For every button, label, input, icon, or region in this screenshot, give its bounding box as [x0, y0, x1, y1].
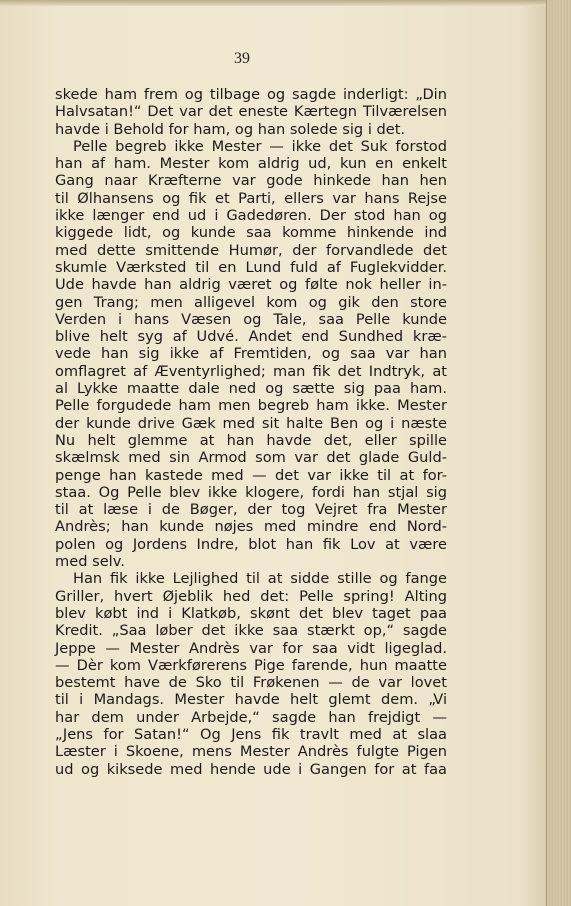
text-line: skumle Værksted til en Lund fuld af Fuglekvidder. [55, 258, 447, 276]
text-line: der kunde drive Gæk med sit halte Ben og i næste [55, 414, 447, 432]
page-edges [546, 0, 571, 906]
text-line: staa. Og Pelle blev ikke klogere, fordi han stjal sig [55, 483, 447, 501]
text-line: kiggede lidt, og kunde saa komme hinkende ind [55, 224, 447, 242]
text-line: blive helt syg af Udvé. Andet end Sundhed kræ- [55, 328, 447, 346]
text-line: Pelle begreb ikke Mester — ikke det Suk forstod [73, 137, 447, 155]
text-line: Halvsatan!“ Det var det eneste Kærtegn Tilværelsen [55, 103, 447, 121]
text-line: til at læse i de Bøger, der tog Vejret fra Mester [55, 501, 447, 519]
text-line: Ude havde han aldrig været og følte nok heller in- [55, 276, 447, 294]
text-line: Kredit. „Saa løber det ikke saa stærkt op,“ sagde [55, 622, 447, 640]
text-line: Han fik ikke Lejlighed til at sidde stille og fange [73, 570, 447, 588]
text-line: Verden i hans Væsen og Tale, saa Pelle kunde [55, 310, 447, 328]
text-line: til Ølhansens og fik et Parti, ellers var hans Rejse [55, 189, 447, 207]
text-line: omflagret af Æventyrlighed; man fik det Indtryk, at [55, 362, 447, 380]
body-text [55, 86, 447, 778]
text-line: havde i Behold for ham, og han solede sig i det. [55, 120, 406, 138]
text-line: ikke længer end ud i Gadedøren. Der stod han og [55, 207, 447, 225]
text-line: „Jens for Satan!“ Og Jens fik travlt med at slaa [55, 725, 447, 743]
text-line: med selv. [55, 553, 125, 571]
text-line: bestemt have de Sko til Frøkenen — de var lovet [55, 674, 447, 692]
text-line: gen Trang; men alligevel kom og gik den store [55, 293, 447, 311]
text-line: skælmsk med sin Armod som var det glade Guld- [55, 449, 447, 467]
page-top-edge [0, 0, 571, 6]
text-line: Gang naar Kræfterne var gode hinkede han hen [55, 172, 447, 190]
text-line: han af ham. Mester kom aldrig ud, kun en enkelt [55, 155, 447, 173]
text-line: med dette smittende Humør, der forvandlede det [55, 241, 447, 259]
text-line: skede ham frem og tilbage og sagde inderligt: „Din [55, 86, 447, 103]
text-line: Griller, hvert Øjeblik hed det: Pelle spring! Alting [55, 587, 447, 605]
text-line: har dem under Arbejde,“ sagde han frejdigt — [55, 708, 447, 726]
text-line: ud og kiksede med hende ude i Gangen for at faa [55, 760, 447, 778]
page-number: 39 [234, 50, 250, 67]
text-line: blev købt ind i Klatkøb, skønt det blev taget paa [55, 604, 447, 622]
text-line: — Dèr kom Værkførerens Pige farende, hun maatte [55, 656, 447, 674]
text-line: polen og Jordens Indre, blot han fik Lov at være [55, 535, 447, 553]
text-line: til i Mandags. Mester havde helt glemt dem. „Vi [55, 691, 447, 709]
text-line: Pelle forgudede ham men begreb ham ikke. Mester [55, 397, 447, 415]
text-line: Andrès; han kunde nøjes med mindre end Nord- [55, 518, 447, 536]
text-line: Nu helt glemme at han havde det, eller spille [55, 431, 447, 449]
text-line: al Lykke maatte dale ned og sætte sig paa ham. [55, 380, 447, 398]
text-line: penge han kastede med — det var ikke til at for- [55, 466, 447, 484]
text-line: Jeppe — Mester Andrès var for saa vidt ligeglad. [55, 639, 447, 657]
text-line: Læster i Skoene, mens Mester Andrès fulgte Pigen [55, 743, 447, 761]
text-line: vede han sig ikke af Fremtiden, og saa var han [55, 345, 447, 363]
